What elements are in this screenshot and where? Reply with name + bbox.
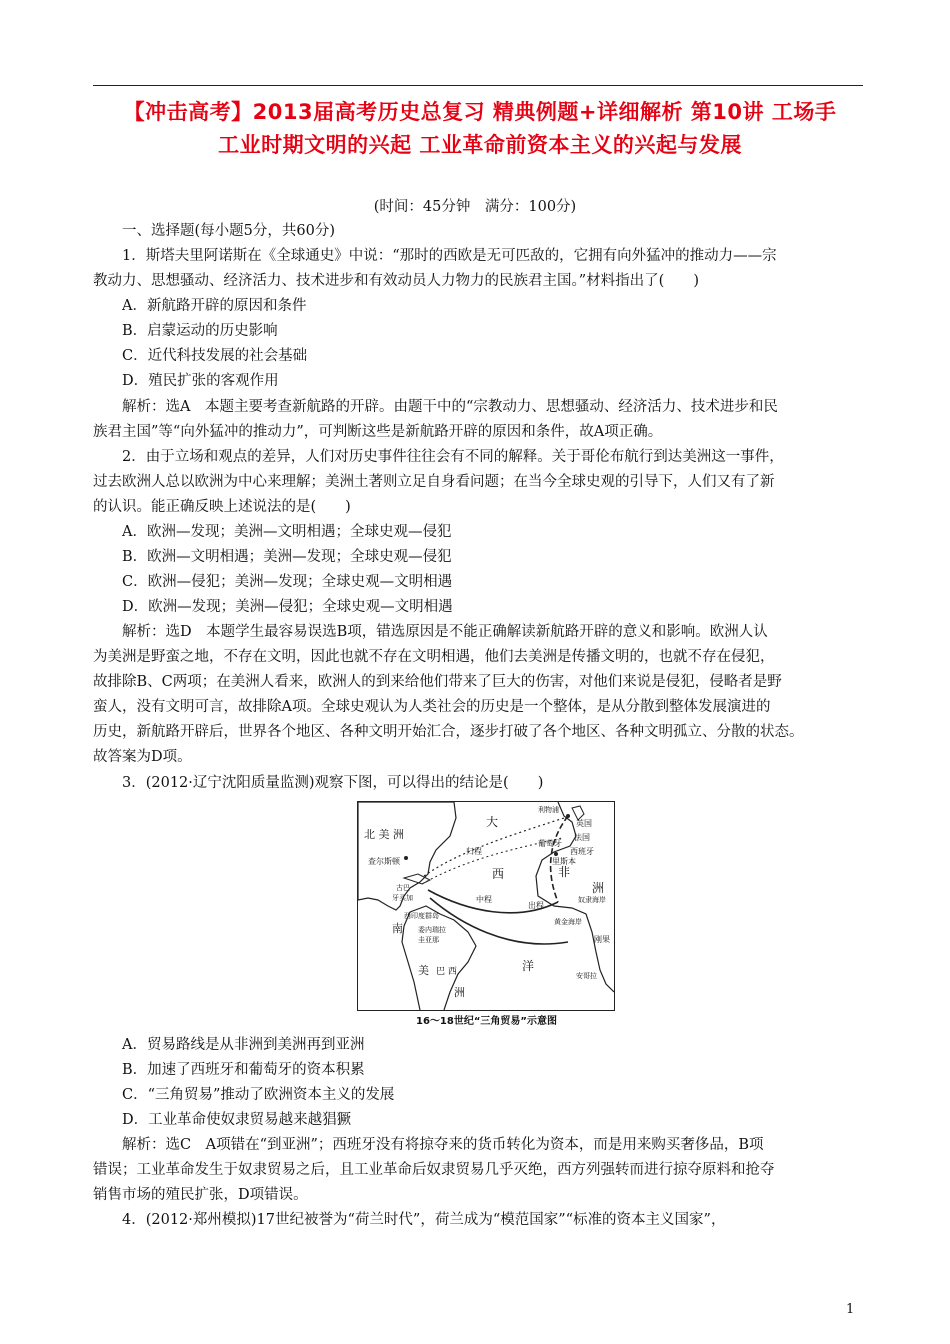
q1-analysis: 解析：选A 本题主要考查新航路的开辟。由题干中的“宗教动力、思想骚动、经济活力、技术进步和民	[122, 399, 778, 415]
document-title-line-1: 【冲击高考】2013届高考历史总复习 精典例题+详细解析 第10讲 工场手	[123, 100, 837, 124]
south-america-label-zhou: 洲	[454, 986, 465, 999]
liverpool-label: 利物浦	[538, 806, 559, 814]
middle-route-south	[430, 898, 568, 944]
gold-coast-label: 黄金海岸	[554, 918, 582, 926]
q3-analysis: 错误；工业革命发生于奴隶贸易之后，且工业革命后奴隶贸易几乎灭绝，西方列强转而进行掠夺原料和抢夺	[93, 1162, 775, 1178]
q2-stem: 2．由于立场和观点的差异，人们对历史事件往往会有不同的解释。关于哥伦布航行到达美洲这一事件，	[122, 449, 784, 465]
q3-option-d: D．工业革命使奴隶贸易越来越猖獗	[122, 1112, 352, 1128]
france-label: 法国	[574, 833, 590, 842]
q2-analysis: 故排除B、C两项；在美洲人看来，欧洲人的到来给他们带来了巨大的伤害，对他们来说是侵犯，侵略者是野	[93, 674, 782, 690]
south-america-label-mei: 美	[418, 964, 429, 977]
map-caption: 16～18世纪“三角贸易”示意图	[416, 1016, 557, 1027]
q2-stem: 的认识。能正确反映上述说法的是( )	[93, 499, 351, 515]
spain-label: 西班牙	[570, 847, 594, 856]
page-number: 1	[846, 1302, 855, 1317]
q2-option-a: A．欧洲—发现；美洲—文明相遇；全球史观—侵犯	[122, 524, 452, 540]
q2-analysis: 故答案为D项。	[93, 749, 192, 765]
header-rule	[93, 85, 863, 86]
q2-analysis: 为美洲是野蛮之地，不存在文明，因此也就不存在文明相遇，他们去美洲是传播文明的，也就不存在侵犯，	[93, 649, 775, 665]
lisbon-dot	[554, 852, 558, 856]
q2-stem: 过去欧洲人总以欧洲为中心来理解；美洲土著则立足自身看问题；在当今全球史观的引导下，人们又有了新	[93, 474, 775, 490]
ocean-label-yang: 洋	[522, 959, 535, 973]
africa-label-zhou: 洲	[592, 881, 605, 895]
outward-leg-label: 出程	[528, 901, 544, 910]
q3-option-b: B．加速了西班牙和葡萄牙的资本积累	[122, 1062, 365, 1078]
q1-stem: 1．斯塔夫里阿诺斯在《全球通史》中说：“那时的西欧是无可匹敌的，它拥有向外猛冲的推动力——宗	[122, 248, 777, 264]
q3-analysis: 解析：选C A项错在“到亚洲”；西班牙没有将掠夺来的货币转化为资本，而是用来购买奢侈品，B项	[122, 1137, 764, 1153]
south-america-label-nan: 南	[392, 922, 403, 935]
congo-label: 刚果	[594, 935, 610, 944]
jamaica-label: 牙买加	[392, 894, 413, 902]
west-indies-label: 西印度群岛	[404, 912, 439, 920]
q4-stem: 4．(2012·郑州模拟)17世纪被誉为“荷兰时代”，荷兰成为“模范国家”“标准的资本主义国家”，	[122, 1212, 726, 1228]
cuba-label: 古巴	[396, 884, 410, 892]
q2-option-b: B．欧洲—文明相遇；美洲—发现；全球史观—侵犯	[122, 549, 452, 565]
q3-option-a: A．贸易路线是从非洲到美洲再到亚洲	[122, 1037, 365, 1053]
q2-analysis: 蛮人，没有文明可言，故排除A项。全球史观认为人类社会的历史是一个整体，是从分散到整体发展演进的	[93, 699, 771, 715]
q2-option-c: C．欧洲—侵犯；美洲—发现；全球史观—文明相遇	[122, 574, 453, 590]
portugal-label: 葡萄牙	[538, 839, 562, 848]
q1-stem: 教动力、思想骚动、经济活力、技术进步和有效动员人力物力的民族君主国。”材料指出了( )	[93, 273, 699, 289]
q1-option-d: D．殖民扩张的客观作用	[122, 373, 279, 389]
liverpool-dot	[566, 814, 570, 818]
q2-analysis: 解析：选D 本题学生最容易误选B项，错选原因是不能正确解读新航路开辟的意义和影响。欧洲人认	[122, 624, 768, 640]
charleston-dot	[404, 856, 408, 860]
north-america-label: 北 美 洲	[364, 828, 404, 841]
lisbon-label: 里斯本	[552, 857, 576, 866]
angola-label: 安哥拉	[576, 972, 597, 980]
charleston-label: 查尔斯顿	[368, 857, 400, 866]
slave-coast-label: 奴隶海岸	[578, 896, 606, 904]
venezuela-label: 委内瑞拉	[418, 926, 446, 934]
triangle-trade-map	[357, 801, 615, 1011]
q3-option-c: C．“三角贸易”推动了欧洲资本主义的发展	[122, 1087, 395, 1103]
british-isles	[572, 806, 584, 820]
brazil-label: 巴 西	[436, 967, 457, 977]
return-leg-label: 归程	[466, 847, 482, 856]
middle-leg-label: 中程	[476, 895, 492, 904]
africa-label-fei: 非	[558, 865, 571, 879]
q1-option-b: B．启蒙运动的历史影响	[122, 323, 278, 339]
q3-analysis: 销售市场的殖民扩张，D项错误。	[93, 1187, 308, 1203]
q2-option-d: D．欧洲—发现；美洲—侵犯；全球史观—文明相遇	[122, 599, 453, 615]
time-score: (时间：45分钟 满分：100分)	[373, 199, 577, 215]
q3-stem: 3．(2012·辽宁沈阳质量监测)观察下图，可以得出的结论是( )	[122, 775, 544, 791]
q1-analysis: 族君主国”等“向外猛冲的推动力”，可判断这些是新航路开辟的原因和条件，故A项正确。	[93, 424, 663, 440]
guiana-label: 圭亚那	[418, 936, 439, 944]
q1-option-a: A．新航路开辟的原因和条件	[122, 298, 307, 314]
section-heading: 一、选择题(每小题5分，共60分)	[122, 223, 335, 239]
q2-analysis: 历史，新航路开辟后，世界各个地区、各种文明开始汇合，逐步打破了各个地区、各种文明孤立、分散的状态。	[93, 724, 804, 740]
ocean-label-xi: 西	[492, 867, 505, 881]
england-label: 英国	[576, 819, 592, 828]
ocean-label-da: 大	[486, 815, 499, 829]
q1-option-c: C．近代科技发展的社会基础	[122, 348, 308, 364]
document-title-line-2: 工业时期文明的兴起 工业革命前资本主义的兴起与发展	[218, 133, 742, 157]
